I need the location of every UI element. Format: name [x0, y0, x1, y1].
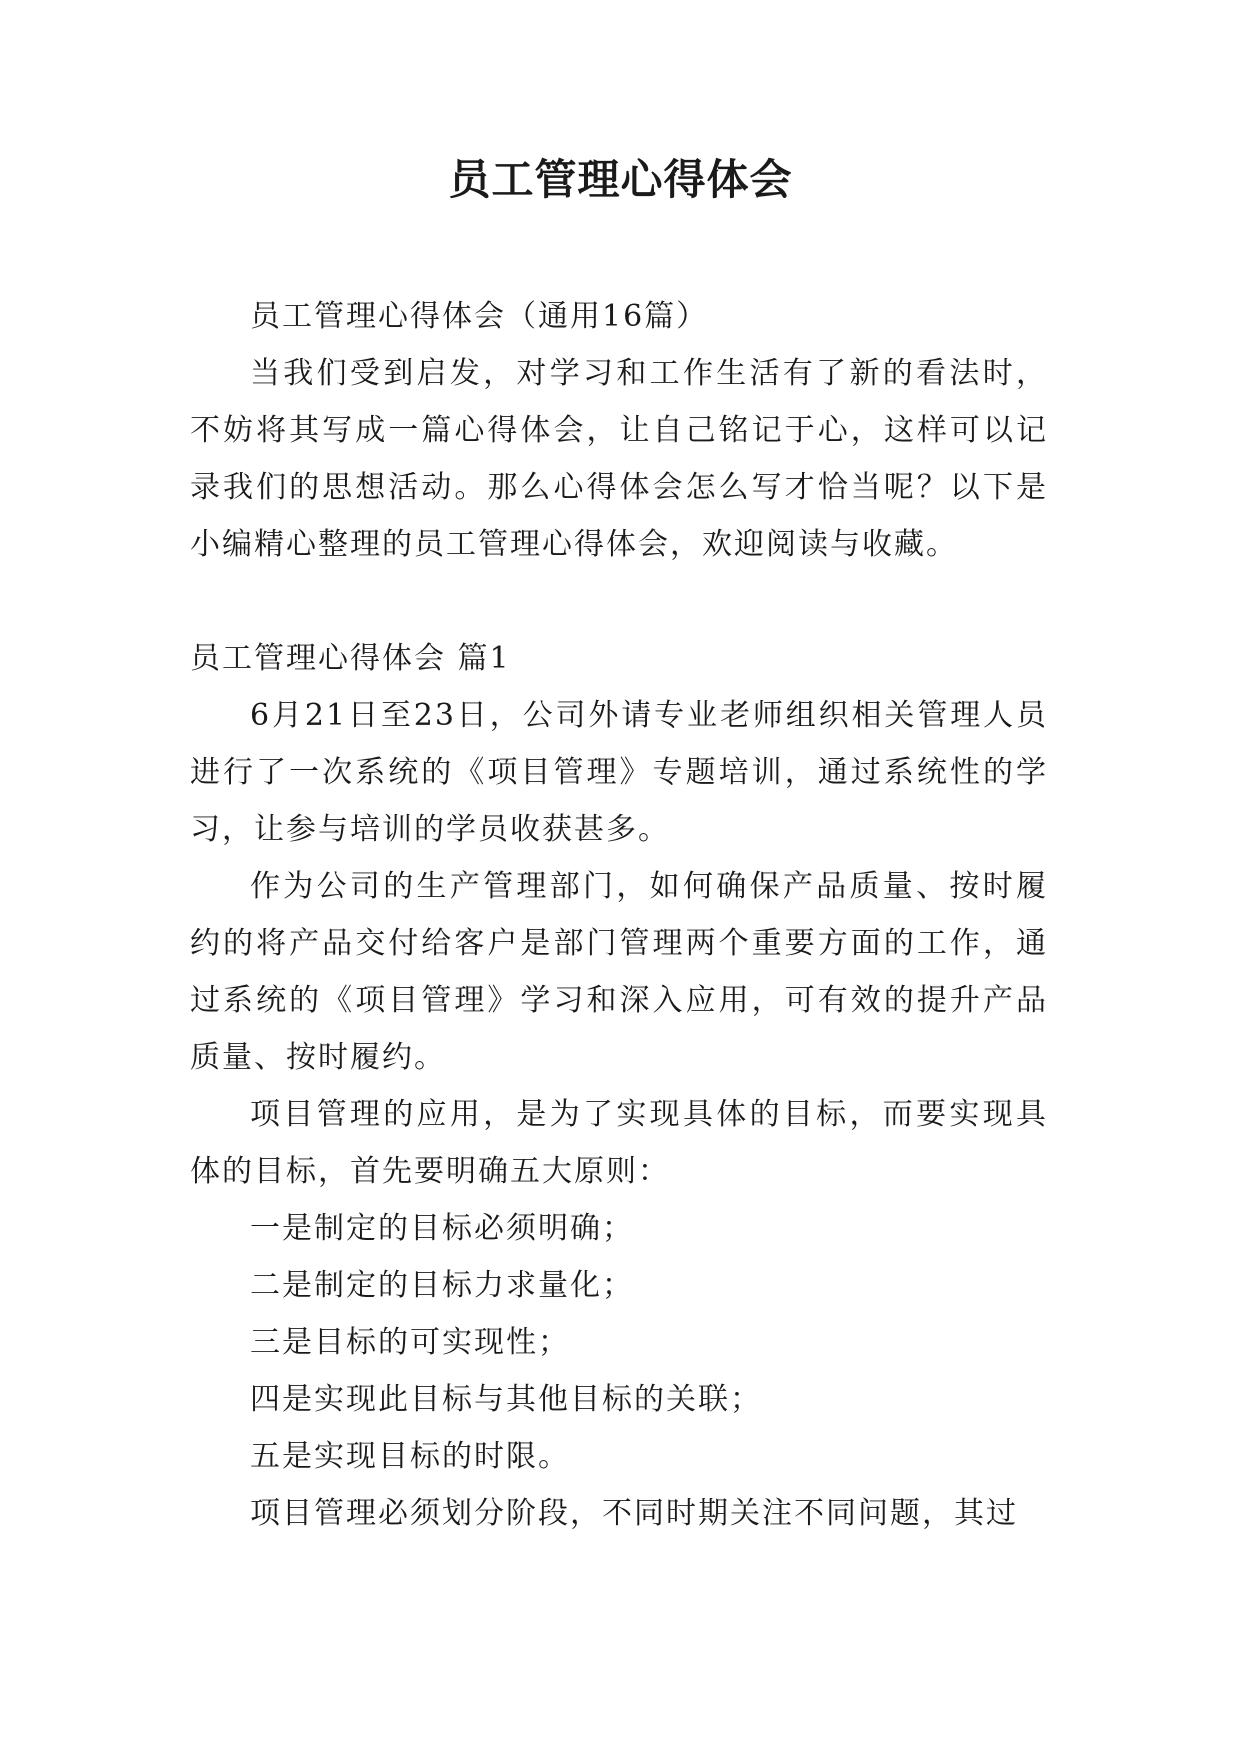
intro-paragraph: 当我们受到启发，对学习和工作生活有了新的看法时，不妨将其写成一篇心得体会，让自己铭记于心，这样可以记录我们的思想活动。那么心得体会怎么写才恰当呢？以下是小编精心整理的员工管理心得体会，欢迎阅读与收藏。	[190, 356, 1048, 562]
principle-item: 一是制定的目标必须明确；	[250, 1211, 634, 1246]
body-paragraph: 项目管理必须划分阶段，不同时期关注不同问题，其过	[250, 1496, 1018, 1531]
document-title: 员工管理心得体会	[448, 155, 793, 204]
section-spacer	[190, 573, 1048, 630]
section-heading: 员工管理心得体会 篇1	[190, 641, 511, 676]
document-subtitle: 员工管理心得体会（通用16篇）	[250, 299, 709, 334]
principle-item: 二是制定的目标力求量化；	[250, 1268, 634, 1303]
principle-item: 三是目标的可实现性；	[250, 1325, 570, 1360]
principle-item: 四是实现此目标与其他目标的关联；	[250, 1382, 762, 1417]
document-body	[190, 288, 1048, 1542]
body-paragraph: 作为公司的生产管理部门，如何确保产品质量、按时履约的将产品交付给客户是部门管理两个重要方面的工作，通过系统的《项目管理》学习和深入应用，可有效的提升产品质量、按时履约。	[190, 869, 1048, 1075]
principle-item: 五是实现目标的时限。	[250, 1439, 570, 1474]
body-paragraph: 6月21日至23日，公司外请专业老师组织相关管理人员进行了一次系统的《项目管理》专题培训，通过系统性的学习，让参与培训的学员收获甚多。	[190, 698, 1048, 847]
body-paragraph: 项目管理的应用，是为了实现具体的目标，而要实现具体的目标，首先要明确五大原则：	[190, 1097, 1048, 1189]
